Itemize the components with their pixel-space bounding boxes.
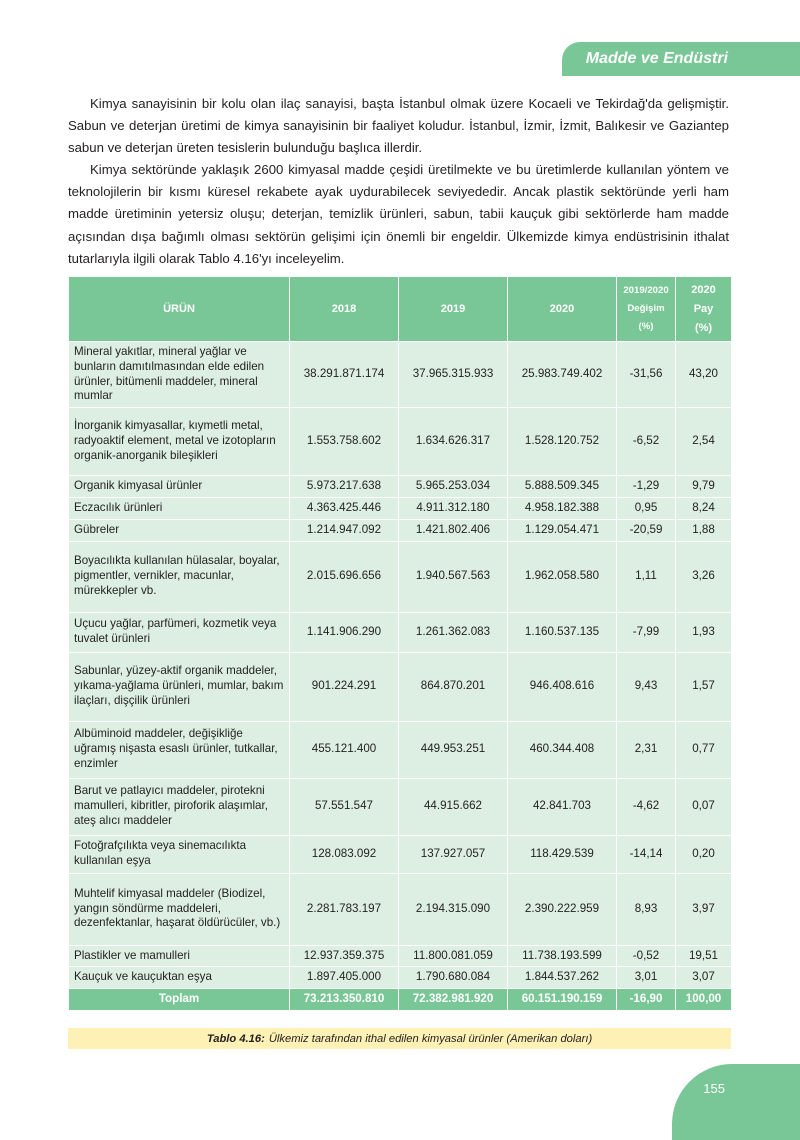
row-change: 0,95 xyxy=(617,497,676,519)
row-value-2020: 1.844.537.262 xyxy=(508,967,617,989)
row-change: -0,52 xyxy=(617,945,676,967)
row-value-2020: 5.888.509.345 xyxy=(508,476,617,498)
row-value-2020: 4.958.182.388 xyxy=(508,497,617,519)
header-product: ÜRÜN xyxy=(69,277,290,342)
row-share: 1,93 xyxy=(676,612,732,652)
header-2020: 2020 xyxy=(508,277,617,342)
row-product-name: Organik kimyasal ürünler xyxy=(69,476,290,498)
row-change: 9,43 xyxy=(617,652,676,721)
row-share: 0,77 xyxy=(676,721,732,778)
page-number: 155 xyxy=(703,1081,725,1096)
row-product-name: Muhtelif kimyasal maddeler (Biodizel, yangın söndürme maddeleri, dezenfektanlar, haşarat öldürücüler, vb.) xyxy=(69,873,290,945)
total-change: -16,90 xyxy=(617,989,676,1011)
table-row xyxy=(69,342,732,408)
row-product-name: Gübreler xyxy=(69,519,290,541)
total-2018: 73.213.350.810 xyxy=(290,989,399,1011)
paragraph-2: Kimya sektöründe yaklaşık 2600 kimyasal madde çeşidi üretilmekte ve bu üretimlerde kullanılan yöntem ve teknolojilerin bir kısmı küresel rekabete ayak uydurabilecek seviyededir. Ancak plastik sektöründe yerli ham madde üretiminin yetersiz oluşu; deterjan, temizlik ürünleri, sabun, tabii kauçuk gibi sektörlerde ham madde açısından dışa bağımlı olması sektörün gelişimi için önemli bir engeldir. Ülkemizde kimya endüstrisinin ithalat tutarlarıyla ilgili olarak Tablo 4.16'yı inceleyelim. xyxy=(68,162,729,266)
row-value-2019: 11.800.081.059 xyxy=(399,945,508,967)
row-share: 1,57 xyxy=(676,652,732,721)
page-number-tab xyxy=(672,1064,800,1140)
chemical-imports-table xyxy=(68,276,732,1011)
table-row xyxy=(69,519,732,541)
row-value-2020: 11.738.193.599 xyxy=(508,945,617,967)
row-value-2019: 864.870.201 xyxy=(399,652,508,721)
row-value-2020: 1.962.058.580 xyxy=(508,541,617,612)
row-change: 3,01 xyxy=(617,967,676,989)
row-product-name: Eczacılık ürünleri xyxy=(69,497,290,519)
row-product-name: Albüminoid maddeler, değişikliğe uğramış nişasta esaslı ürünler, tutkallar, enzimler xyxy=(69,721,290,778)
row-value-2018: 1.553.758.602 xyxy=(290,408,399,476)
row-change: 8,93 xyxy=(617,873,676,945)
table-row xyxy=(69,873,732,945)
row-change: -20,59 xyxy=(617,519,676,541)
table-row xyxy=(69,612,732,652)
row-product-name: Barut ve patlayıcı maddeler, pirotekni mamulleri, kibritler, piroforik alaşımlar, ateş alıcı maddeler xyxy=(69,778,290,835)
row-value-2019: 137.927.057 xyxy=(399,835,508,873)
row-value-2019: 1.634.626.317 xyxy=(399,408,508,476)
row-share: 9,79 xyxy=(676,476,732,498)
table-row xyxy=(69,497,732,519)
row-change: 1,11 xyxy=(617,541,676,612)
row-product-name: Fotoğrafçılıkta veya sinemacılıkta kullanılan eşya xyxy=(69,835,290,873)
row-change: -14,14 xyxy=(617,835,676,873)
table-total-row xyxy=(69,989,732,1011)
row-value-2019: 4.911.312.180 xyxy=(399,497,508,519)
row-value-2020: 1.160.537.135 xyxy=(508,612,617,652)
total-share: 100,00 xyxy=(676,989,732,1011)
row-change: -6,52 xyxy=(617,408,676,476)
total-label: Toplam xyxy=(69,989,290,1011)
row-value-2020: 1.129.054.471 xyxy=(508,519,617,541)
row-share: 19,51 xyxy=(676,945,732,967)
row-value-2018: 57.551.547 xyxy=(290,778,399,835)
row-change: -1,29 xyxy=(617,476,676,498)
total-2019: 72.382.981.920 xyxy=(399,989,508,1011)
row-value-2019: 1.421.802.406 xyxy=(399,519,508,541)
row-value-2018: 901.224.291 xyxy=(290,652,399,721)
table-row xyxy=(69,835,732,873)
section-title: Madde ve Endüstri xyxy=(585,50,728,67)
row-value-2018: 1.897.405.000 xyxy=(290,967,399,989)
row-value-2018: 4.363.425.446 xyxy=(290,497,399,519)
row-share: 0,20 xyxy=(676,835,732,873)
table-row xyxy=(69,408,732,476)
row-product-name: Kauçuk ve kauçuktan eşya xyxy=(69,967,290,989)
row-product-name: Uçucu yağlar, parfümeri, kozmetik veya tuvalet ürünleri xyxy=(69,612,290,652)
table-row xyxy=(69,652,732,721)
table-row xyxy=(69,476,732,498)
row-value-2018: 38.291.871.174 xyxy=(290,342,399,408)
header-share: 2020 Pay (%) xyxy=(676,277,732,342)
row-share: 3,97 xyxy=(676,873,732,945)
row-value-2019: 5.965.253.034 xyxy=(399,476,508,498)
row-value-2019: 1.261.362.083 xyxy=(399,612,508,652)
row-value-2018: 1.214.947.092 xyxy=(290,519,399,541)
row-value-2020: 118.429.539 xyxy=(508,835,617,873)
row-value-2019: 1.790.680.084 xyxy=(399,967,508,989)
table-row xyxy=(69,967,732,989)
row-product-name: Plastikler ve mamulleri xyxy=(69,945,290,967)
row-change: -7,99 xyxy=(617,612,676,652)
row-share: 0,07 xyxy=(676,778,732,835)
row-value-2018: 2.281.783.197 xyxy=(290,873,399,945)
row-change: -4,62 xyxy=(617,778,676,835)
row-change: -31,56 xyxy=(617,342,676,408)
row-value-2019: 449.953.251 xyxy=(399,721,508,778)
total-2020: 60.151.190.159 xyxy=(508,989,617,1011)
caption-label: Tablo 4.16: xyxy=(206,1032,265,1045)
row-value-2020: 25.983.749.402 xyxy=(508,342,617,408)
row-product-name: Mineral yakıtlar, mineral yağlar ve bunların damıtılmasından elde edilen ürünler, bitümenli maddeler, mineral mumlar xyxy=(69,342,290,408)
section-header-tab xyxy=(562,42,800,76)
row-value-2018: 128.083.092 xyxy=(290,835,399,873)
row-value-2020: 460.344.408 xyxy=(508,721,617,778)
row-share: 1,88 xyxy=(676,519,732,541)
header-2019: 2019 xyxy=(399,277,508,342)
header-2018: 2018 xyxy=(290,277,399,342)
row-share: 2,54 xyxy=(676,408,732,476)
table-caption xyxy=(68,1028,731,1049)
row-value-2020: 946.408.616 xyxy=(508,652,617,721)
table-row xyxy=(69,541,732,612)
row-share: 3,07 xyxy=(676,967,732,989)
paragraph-1: Kimya sanayisinin bir kolu olan ilaç sanayisi, başta İstanbul olmak üzere Kocaeli ve Tekirdağ'da gelişmiştir. Sabun ve deterjan üretimi de kimya sanayisinin bir faaliyet koludur. İstanbul, İzmir, İzmit, Balıkesir ve Gaziantep sabun ve deterjan üreten tesislerin bulunduğu başlıca illerdir. xyxy=(68,96,729,156)
table-row xyxy=(69,945,732,967)
table-row xyxy=(69,721,732,778)
caption-text: Ülkemiz tarafından ithal edilen kimyasal ürünler (Amerikan doları) xyxy=(268,1032,593,1045)
row-product-name: Sabunlar, yüzey-aktif organik maddeler, yıkama-yağlama ürünleri, mumlar, bakım ilaçları, dişçilik ürünleri xyxy=(69,652,290,721)
row-value-2019: 37.965.315.933 xyxy=(399,342,508,408)
row-value-2018: 455.121.400 xyxy=(290,721,399,778)
table-row xyxy=(69,778,732,835)
row-share: 8,24 xyxy=(676,497,732,519)
header-change: 2019/2020 Değişim (%) xyxy=(617,277,676,342)
row-value-2020: 2.390.222.959 xyxy=(508,873,617,945)
row-value-2019: 1.940.567.563 xyxy=(399,541,508,612)
row-value-2018: 5.973.217.638 xyxy=(290,476,399,498)
row-value-2020: 1.528.120.752 xyxy=(508,408,617,476)
row-product-name: İnorganik kimyasallar, kıymetli metal, radyoaktif element, metal ve izotopların organik-anorganik bileşikleri xyxy=(69,408,290,476)
row-share: 43,20 xyxy=(676,342,732,408)
row-value-2020: 42.841.703 xyxy=(508,778,617,835)
row-change: 2,31 xyxy=(617,721,676,778)
row-value-2018: 1.141.906.290 xyxy=(290,612,399,652)
row-value-2018: 12.937.359.375 xyxy=(290,945,399,967)
row-product-name: Boyacılıkta kullanılan hülasalar, boyalar, pigmentler, vernikler, macunlar, mürekkepler vb. xyxy=(69,541,290,612)
row-value-2019: 2.194.315.090 xyxy=(399,873,508,945)
row-share: 3,26 xyxy=(676,541,732,612)
table-header-row xyxy=(69,277,732,342)
row-value-2018: 2.015.696.656 xyxy=(290,541,399,612)
row-value-2019: 44.915.662 xyxy=(399,778,508,835)
